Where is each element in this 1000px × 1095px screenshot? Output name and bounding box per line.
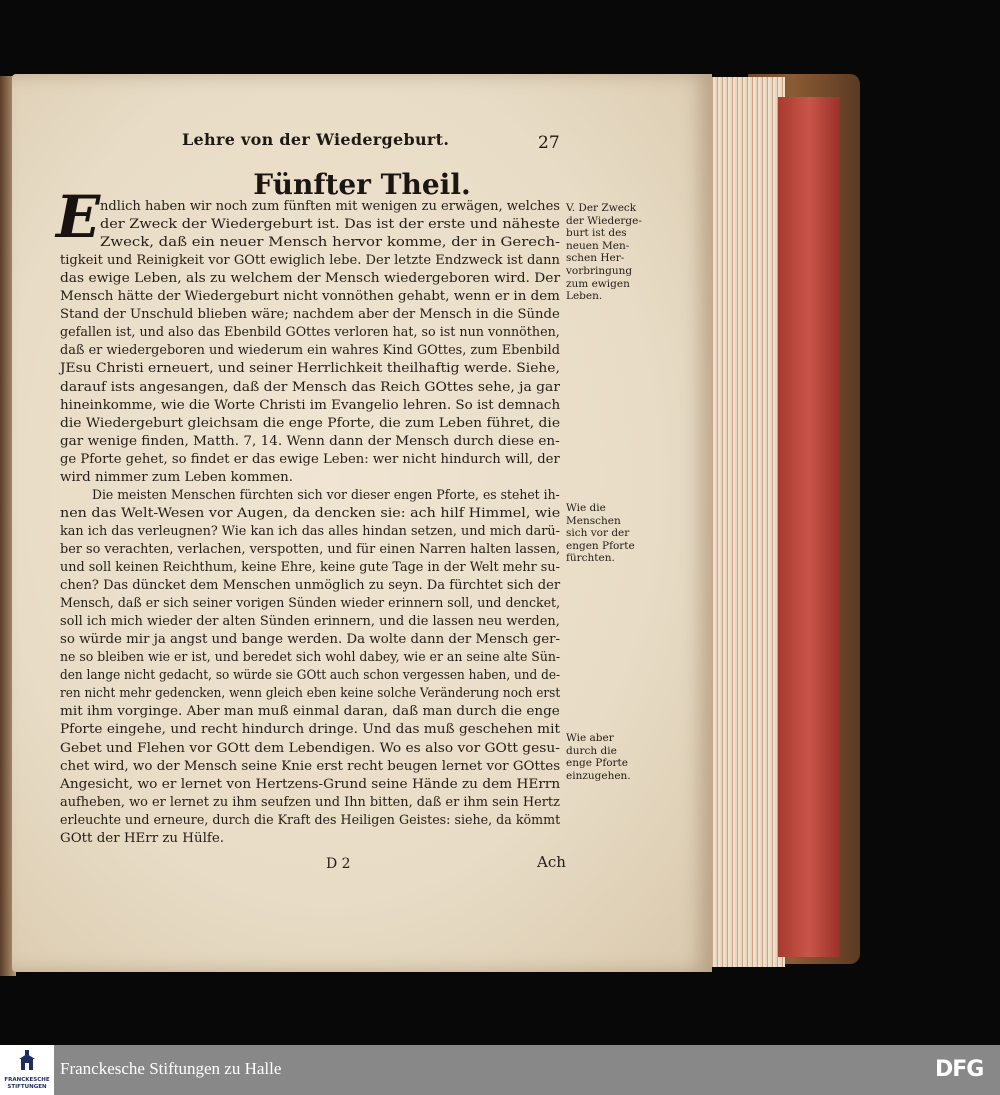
text-line: der Zweck der Wiedergeburt ist. Das ist der erste und näheste (100, 217, 560, 233)
text-line: das ewige Leben, als zu welchem der Mensch wiedergeboren wird. Der (60, 271, 561, 287)
text-line: Pforte eingehe, und recht hindurch dringe. Und das muß geschehen mit (60, 722, 560, 738)
margin-note-line: neuen Men- (566, 239, 630, 252)
running-head: Lehre von der Wiedergeburt. (182, 130, 450, 149)
page-stack-edge (705, 77, 785, 967)
text-line: gefallen ist, und also das Ebenbild GOttes verloren hat, so ist nun vonnöthen, (60, 325, 560, 341)
text-line: die Wiedergeburt gleichsam die enge Pforte, die zum Leben führet, die (60, 415, 561, 431)
margin-note-line: schen Her- (566, 252, 625, 265)
catchword: Ach (537, 853, 566, 871)
margin-note-line: sich vor der (566, 527, 630, 540)
text-line: aufheben, wo er lernet zu ihm seufzen und Ihn bitten, daß er ihm sein Hertz (60, 794, 560, 810)
text-line: ndlich haben wir noch zum fünften mit wenigen zu erwägen, welches (100, 199, 561, 214)
text-line: mit ihm vorginge. Aber man muß einmal daran, daß man durch die enge (60, 704, 560, 720)
text-line: JEsu Christi erneuert, und seiner Herrlichkeit theilhaftig werde. Siehe, (60, 361, 560, 377)
page-number: 27 (538, 133, 560, 153)
text-line: ren nicht mehr gedencken, wenn gleich eben keine solche Veränderung noch erst (60, 686, 561, 702)
margin-note-line: Leben. (566, 290, 603, 303)
text-line: gar wenige finden, Matth. 7, 14. Wenn dann der Mensch durch diese en- (60, 433, 560, 449)
institution-logo[interactable] (0, 1045, 54, 1095)
text-line: hineinkomme, wie die Worte Christi im Evangelio lehren. So ist demnach (60, 397, 561, 413)
drop-cap: E (56, 183, 101, 251)
text-line: so würde mir ja angst und bange werden. Da wolte dann der Mensch ger- (60, 632, 561, 648)
margin-note-line: durch die (566, 744, 617, 757)
margin-note-line: einzugehen. (566, 769, 631, 782)
logo-text: FRANCKESCHE STIFTUNGEN (4, 1077, 50, 1090)
text-line: Gebet und Flehen vor GOtt dem Lebendigen. Wo es also vor GOtt gesu- (60, 740, 560, 756)
text-line: Zweck, daß ein neuer Mensch hervor komme, der in Gerech- (100, 235, 561, 251)
margin-note (566, 502, 635, 565)
text-line: kan ich das verleugnen? Wie kan ich das alles hindan setzen, und mich darü- (60, 523, 560, 539)
text-line: GOtt der HErr zu Hülfe. (60, 830, 225, 846)
margin-note-line: engen Pforte (566, 539, 635, 552)
red-edge (778, 97, 840, 957)
text-line: daß er wiedergeboren und wiederum ein wahres Kind GOttes, zum Ebenbild (60, 343, 560, 359)
text-line: nen das Welt-Wesen vor Augen, da dencken sie: ach hilf Himmel, wie (60, 505, 561, 521)
section-title: Fünfter Theil. (253, 168, 471, 201)
margin-note-line: fürchten. (566, 552, 615, 565)
text-line: ge Pforte gehet, so findet er das ewige Leben: wer nicht hindurch will, der (60, 451, 560, 467)
margin-note (566, 202, 642, 303)
text-line: wird nimmer zum Leben kommen. (60, 469, 294, 485)
text-line: chen? Das düncket dem Menschen unmöglich zu seyn. Da fürchtet sich der (60, 578, 561, 594)
text-line: ne so bleiben wie er ist, und beredet sich wohl dabey, wie er an seine alte Sün- (60, 650, 561, 666)
margin-note-line: Wie aber (566, 732, 614, 744)
margin-note-line: vorbringung (566, 264, 633, 277)
text-line: Mensch hätte der Wiedergeburt nicht vonnöthen gehabt, wenn er in dem (60, 289, 560, 305)
text-line: ber so verachten, verlachen, verspotten, und für einen Narren halten lassen, (60, 541, 561, 557)
text-line: darauf ists angesangen, daß der Mensch das Reich GOttes sehe, ja gar (60, 379, 560, 395)
viewer-footer-bar (0, 1045, 1000, 1095)
margin-note-line: Wie die (566, 502, 606, 514)
margin-note-line: Menschen (566, 514, 621, 527)
margin-note-line: V. Der Zweck (566, 202, 637, 214)
margin-note-line: der Wiederge- (566, 214, 642, 227)
text-line: den lange nicht gedacht, so würde sie GOtt auch schon vergessen haben, und de- (60, 668, 561, 684)
margin-note-line: burt ist des (566, 227, 627, 240)
text-line: Angesicht, wo er lernet von Hertzens-Grund seine Hände zu dem HErrn (60, 776, 561, 792)
text-line: Die meisten Menschen fürchten sich vor dieser engen Pforte, es stehet ih- (92, 487, 560, 503)
text-line: Stand der Unschuld blieben wäre; nachdem aber der Mensch in die Sünde (60, 307, 560, 323)
text-line: soll ich mich wieder der alten Sünden erinnern, und die lassen neu werden, (60, 614, 560, 630)
text-line: tigkeit und Reinigkeit vor GOtt ewiglich lebe. Der letzte Endzweck ist dann (60, 253, 560, 269)
text-line: chet wird, wo der Mensch seine Knie erst recht beugen lernet vor GOttes (60, 758, 561, 774)
institution-name[interactable]: Franckesche Stiftungen zu Halle (60, 1059, 282, 1078)
dfg-logo[interactable]: DFG (935, 1057, 984, 1082)
signature-mark: D 2 (326, 856, 351, 872)
margin-note-line: zum ewigen (566, 277, 630, 290)
building-icon (17, 1050, 37, 1072)
margin-note-line: enge Pforte (566, 757, 628, 770)
margin-note (566, 732, 631, 782)
text-line: und soll keinen Reichthum, keine Ehre, keine gute Tage in der Welt mehr su- (60, 560, 560, 575)
text-line: erleuchte und erneure, durch die Kraft des Heiligen Geistes: siehe, da kömmt (60, 812, 561, 828)
text-line: Mensch, daß er sich seiner vorigen Sünden wieder erinnern soll, und dencket, (60, 596, 561, 612)
